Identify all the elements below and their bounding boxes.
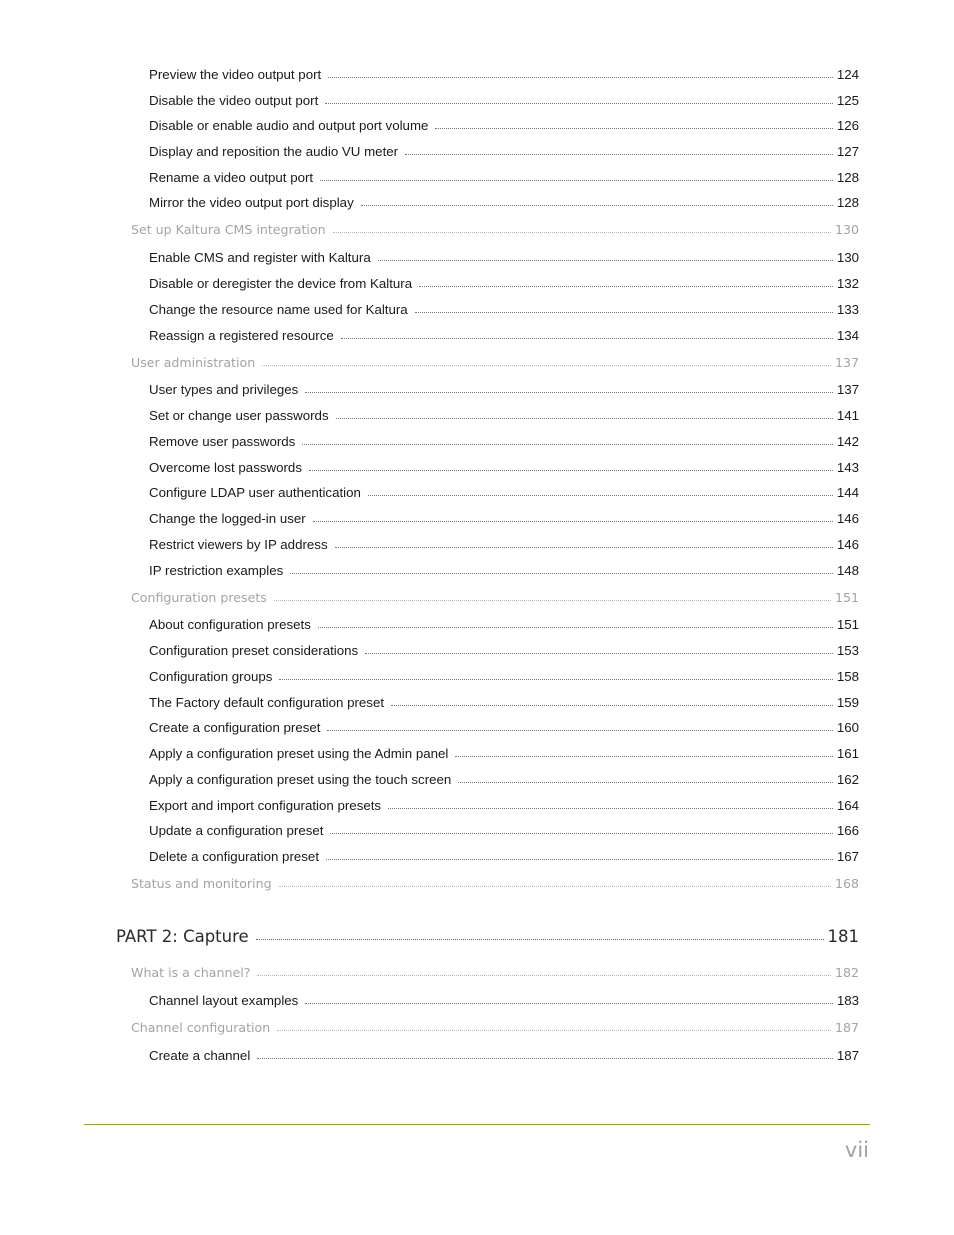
toc-entry-title: Apply a configuration preset using the touch screen — [149, 772, 452, 787]
toc-subsection-entry[interactable] — [149, 563, 859, 578]
toc-entry-title: Configuration preset considerations — [149, 643, 359, 658]
toc-entry-page-number: 144 — [836, 485, 859, 500]
toc-entry-title: Channel configuration — [131, 1020, 271, 1035]
toc-entry-page-number: 148 — [836, 563, 859, 578]
toc-dot-leader — [290, 572, 833, 574]
toc-dot-leader — [388, 807, 833, 809]
toc-subsection-entry[interactable] — [149, 460, 859, 475]
toc-dot-leader — [262, 364, 831, 366]
toc-dot-leader — [320, 179, 833, 181]
toc-subsection-entry[interactable] — [149, 849, 859, 864]
toc-entry-page-number: 143 — [836, 460, 859, 475]
toc-entry-title: Mirror the video output port display — [149, 195, 354, 210]
toc-entry-title: Restrict viewers by IP address — [149, 537, 328, 552]
toc-dot-leader — [325, 102, 833, 104]
toc-entry-page-number: 130 — [834, 222, 859, 237]
toc-subsection-entry[interactable] — [149, 328, 859, 343]
toc-entry-title: PART 2: Capture — [116, 927, 249, 946]
toc-entry-title: Configuration presets — [131, 590, 267, 605]
toc-entry-page-number: 164 — [836, 798, 859, 813]
toc-dot-leader — [365, 652, 833, 654]
toc-entry-title: Delete a configuration preset — [149, 849, 320, 864]
toc-entry-page-number: 132 — [836, 276, 859, 291]
toc-dot-leader — [336, 417, 833, 419]
toc-entry-title: Update a configuration preset — [149, 823, 324, 838]
toc-entry-page-number: 127 — [836, 144, 859, 159]
toc-entry-title: IP restriction examples — [149, 563, 284, 578]
toc-subsection-entry[interactable] — [149, 144, 859, 159]
toc-dot-leader — [257, 974, 831, 976]
toc-subsection-entry[interactable] — [149, 408, 859, 423]
toc-entry-title: Status and monitoring — [131, 876, 272, 891]
toc-dot-leader — [305, 391, 833, 393]
toc-dot-leader — [455, 755, 832, 757]
toc-subsection-entry[interactable] — [149, 720, 859, 735]
toc-entry-title: Disable or deregister the device from Kaltura — [149, 276, 413, 291]
toc-subsection-entry[interactable] — [149, 823, 859, 838]
toc-entry-page-number: 142 — [836, 434, 859, 449]
toc-dot-leader — [391, 704, 833, 706]
toc-dot-leader — [335, 546, 833, 548]
toc-entry-page-number: 137 — [836, 382, 859, 397]
toc-entry-page-number: 166 — [836, 823, 859, 838]
toc-subsection-entry[interactable] — [149, 170, 859, 185]
toc-entry-title: Change the resource name used for Kaltura — [149, 302, 408, 317]
toc-entry-title: Channel layout examples — [149, 993, 299, 1008]
toc-entry-page-number: 181 — [827, 927, 859, 946]
toc-entry-page-number: 134 — [836, 328, 859, 343]
toc-entry-page-number: 182 — [834, 965, 859, 980]
toc-dot-leader — [435, 127, 832, 129]
toc-dot-leader — [326, 858, 833, 860]
toc-dot-leader — [405, 153, 833, 155]
toc-subsection-entry[interactable] — [149, 643, 859, 658]
toc-entry-title: Export and import configuration presets — [149, 798, 382, 813]
toc-dot-leader — [378, 259, 833, 261]
toc-subsection-entry[interactable] — [149, 67, 859, 82]
toc-subsection-entry[interactable] — [149, 434, 859, 449]
toc-dot-leader — [257, 1057, 833, 1059]
toc-dot-leader — [313, 520, 833, 522]
toc-dot-leader — [361, 204, 833, 206]
toc-entry-page-number: 159 — [836, 695, 859, 710]
toc-subsection-entry[interactable] — [149, 695, 859, 710]
toc-subsection-entry[interactable] — [149, 276, 859, 291]
toc-entry-page-number: 146 — [836, 537, 859, 552]
toc-subsection-entry[interactable] — [149, 617, 859, 632]
toc-subsection-entry[interactable] — [149, 485, 859, 500]
toc-dot-leader — [279, 885, 831, 887]
toc-entry-page-number: 146 — [836, 511, 859, 526]
toc-entry-title: Change the logged-in user — [149, 511, 306, 526]
toc-dot-leader — [274, 599, 831, 601]
toc-entry-page-number: 160 — [836, 720, 859, 735]
toc-dot-leader — [458, 781, 832, 783]
toc-entry-title: Create a configuration preset — [149, 720, 321, 735]
toc-subsection-entry[interactable] — [149, 250, 859, 265]
toc-subsection-entry[interactable] — [149, 746, 859, 761]
toc-section-entry[interactable] — [131, 876, 859, 891]
toc-entry-page-number: 162 — [836, 772, 859, 787]
toc-entry-page-number: 151 — [836, 617, 859, 632]
toc-subsection-entry[interactable] — [149, 1048, 859, 1063]
toc-subsection-entry[interactable] — [149, 537, 859, 552]
toc-subsection-entry[interactable] — [149, 511, 859, 526]
toc-dot-leader — [415, 311, 833, 313]
toc-entry-page-number: 124 — [836, 67, 859, 82]
toc-entry-page-number: 128 — [836, 170, 859, 185]
toc-dot-leader — [302, 443, 832, 445]
toc-entry-title: Enable CMS and register with Kaltura — [149, 250, 371, 265]
toc-dot-leader — [327, 729, 832, 731]
toc-entry-title: Disable or enable audio and output port volume — [149, 118, 429, 133]
toc-dot-leader — [419, 285, 833, 287]
toc-entry-title: Preview the video output port — [149, 67, 322, 82]
toc-subsection-entry[interactable] — [149, 302, 859, 317]
page-number: vii — [844, 1138, 869, 1162]
toc-dot-leader — [277, 1029, 831, 1031]
toc-subsection-entry[interactable] — [149, 118, 859, 133]
toc-dot-leader — [318, 626, 833, 628]
toc-entry-title: About configuration presets — [149, 617, 311, 632]
toc-entry-title: Configure LDAP user authentication — [149, 485, 361, 500]
toc-entry-page-number: 126 — [836, 118, 859, 133]
toc-entry-page-number: 141 — [836, 408, 859, 423]
toc-entry-title: Apply a configuration preset using the Admin panel — [149, 746, 449, 761]
toc-entry-page-number: 130 — [836, 250, 859, 265]
toc-subsection-entry[interactable] — [149, 798, 859, 813]
toc-entry-page-number: 187 — [834, 1020, 859, 1035]
toc-entry-page-number: 137 — [834, 355, 859, 370]
toc-entry-title: What is a channel? — [131, 965, 251, 980]
toc-entry-title: Set up Kaltura CMS integration — [131, 222, 326, 237]
toc-dot-leader — [279, 678, 832, 680]
toc-entry-page-number: 187 — [836, 1048, 859, 1063]
toc-entry-page-number: 161 — [836, 746, 859, 761]
toc-section-entry[interactable] — [131, 590, 859, 605]
toc-entry-title: User types and privileges — [149, 382, 299, 397]
toc-entry-page-number: 168 — [834, 876, 859, 891]
toc-entry-title: Rename a video output port — [149, 170, 314, 185]
toc-entry-title: Overcome lost passwords — [149, 460, 302, 475]
toc-entry-title: User administration — [131, 355, 256, 370]
toc-part-entry[interactable] — [116, 927, 859, 946]
toc-entry-title: Configuration groups — [149, 669, 273, 684]
toc-subsection-entry[interactable] — [149, 993, 859, 1008]
toc-dot-leader — [333, 231, 831, 233]
toc-subsection-entry[interactable] — [149, 669, 859, 684]
toc-dot-leader — [305, 1002, 833, 1004]
toc-dot-leader — [330, 832, 832, 834]
toc-entry-page-number: 167 — [836, 849, 859, 864]
toc-subsection-entry[interactable] — [149, 195, 859, 210]
toc-dot-leader — [328, 76, 833, 78]
toc-section-entry[interactable] — [131, 965, 859, 980]
toc-entry-page-number: 158 — [836, 669, 859, 684]
toc-entry-title: Remove user passwords — [149, 434, 296, 449]
toc-dot-leader — [256, 938, 824, 940]
toc-entry-page-number: 125 — [836, 93, 859, 108]
toc-entry-title: Set or change user passwords — [149, 408, 329, 423]
toc-subsection-entry[interactable] — [149, 772, 859, 787]
toc-entry-title: Disable the video output port — [149, 93, 319, 108]
toc-entry-page-number: 133 — [836, 302, 859, 317]
toc-entry-title: Create a channel — [149, 1048, 251, 1063]
toc-entry-page-number: 153 — [836, 643, 859, 658]
toc-entry-title: Reassign a registered resource — [149, 328, 334, 343]
toc-entry-page-number: 128 — [836, 195, 859, 210]
toc-dot-leader — [309, 469, 833, 471]
toc-section-entry[interactable] — [131, 222, 859, 237]
toc-subsection-entry[interactable] — [149, 93, 859, 108]
toc-entry-title: The Factory default configuration preset — [149, 695, 385, 710]
toc-entry-page-number: 183 — [836, 993, 859, 1008]
toc-entry-page-number: 151 — [834, 590, 859, 605]
toc-entry-title: Display and reposition the audio VU meter — [149, 144, 399, 159]
toc-section-entry[interactable] — [131, 355, 859, 370]
footer-rule — [84, 1124, 870, 1125]
toc-dot-leader — [368, 494, 833, 496]
toc-section-entry[interactable] — [131, 1020, 859, 1035]
toc-subsection-entry[interactable] — [149, 382, 859, 397]
toc-dot-leader — [341, 337, 833, 339]
